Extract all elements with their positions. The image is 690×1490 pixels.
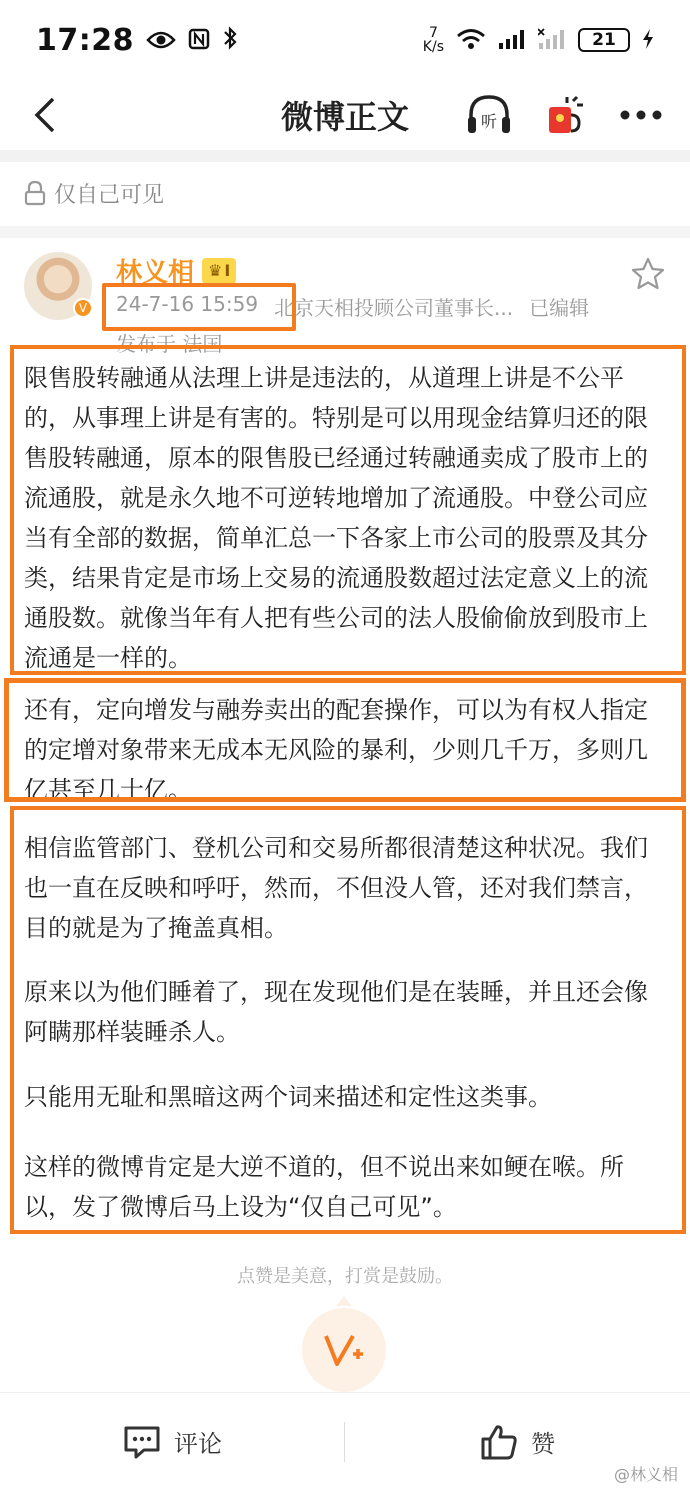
reward-note: 点赞是美意，打赏是鼓励。	[237, 1266, 453, 1287]
post-paragraph: 限售股转融通从法理上讲是违法的，从道理上讲是不公平的，从事理上讲是有害的。特别是可以用现金结算归还的限售股转融通，原本的限售股已经通过转融通卖成了股市上的流通股，就是永久地不可逆转地增加了流通股。中登公司应当有全部的数据，简单汇总一下各家上市公司的股票及其分类，结果肯定是市场上交易的流通股数超过法定意义上的流通股数。就像当年有人把有些公司的法人股偷偷放到股市上流通是一样的。	[24, 364, 648, 672]
post-source: 北京天相投顾公司董事长...	[274, 296, 514, 320]
comment-label: 评论	[174, 1430, 222, 1458]
nav-bar	[0, 80, 690, 150]
bottom-action-bar	[0, 1392, 690, 1490]
battery-indicator: 21	[578, 28, 630, 52]
post-date: 24-7-16 15:59	[116, 292, 259, 316]
edited-label[interactable]: 已编辑	[529, 296, 590, 320]
visibility-indicator	[24, 172, 164, 214]
post-paragraph: 还有，定向增发与融券卖出的配套操作，可以为有权人指定的定增对象带来无成本无风险的暴利，少则几千万，多则几亿甚至几十亿。	[24, 696, 648, 804]
status-time: 17:28	[36, 22, 134, 58]
wifi-icon	[456, 24, 486, 57]
bluetooth-icon	[222, 24, 238, 57]
star-icon	[630, 256, 666, 292]
favorite-button[interactable]	[630, 256, 666, 292]
signal-icon	[498, 24, 526, 57]
more-dots-icon	[619, 109, 663, 121]
post-paragraph: 原来以为他们睡着了，现在发现他们是在装睡，并且还会像阿瞒那样装睡杀人。	[24, 978, 648, 1046]
crown-icon: ♛	[208, 261, 223, 280]
reward-button[interactable]	[302, 1308, 386, 1392]
reward-v-plus-icon	[323, 1332, 365, 1368]
comment-icon	[122, 1424, 162, 1460]
like-button[interactable]	[345, 1423, 689, 1461]
highlight-paragraph-box	[10, 806, 686, 1234]
post-paragraph: 只能用无耻和黑暗这两个词来描述和定性这类事。	[24, 1083, 552, 1111]
charging-icon	[642, 24, 654, 57]
reward-pointer	[336, 1296, 352, 1306]
post-paragraph: 这样的微博肯定是大逆不道的，但不说出来如鲠在喉。所以，发了微博后马上设为“仅自己可见”。	[24, 1153, 624, 1221]
signal-icon-secondary	[538, 24, 566, 57]
post-paragraph: 相信监管部门、登机公司和交易所都很清楚这种状况。我们也一直在反映和呼吁，然而，不但没人管，还对我们禁言，目的就是为了掩盖真相。	[24, 834, 648, 942]
section-divider	[0, 226, 690, 238]
listen-button[interactable]	[464, 90, 514, 140]
author-name[interactable]: 林义相	[116, 258, 195, 288]
thumbs-up-icon	[479, 1423, 519, 1461]
chevron-left-icon	[33, 97, 57, 133]
net-speed-unit: K/s	[422, 39, 444, 55]
verified-badge-icon: V	[73, 298, 93, 318]
comment-button[interactable]	[0, 1424, 344, 1460]
section-divider	[0, 150, 690, 162]
red-packet-button[interactable]	[540, 90, 590, 140]
eye-icon	[146, 24, 176, 57]
more-button[interactable]	[616, 90, 666, 140]
vip-badge[interactable]	[202, 258, 236, 284]
red-packet-icon	[543, 93, 587, 137]
lock-icon	[24, 180, 46, 206]
watermark: @林义相	[613, 1465, 678, 1484]
vip-level: I	[224, 261, 231, 280]
highlight-date-box	[102, 283, 296, 331]
page-title: 微博正文	[280, 98, 409, 136]
like-label: 赞	[531, 1430, 555, 1458]
visibility-label: 仅自己可见	[54, 182, 165, 208]
net-speed-value: 7	[428, 25, 438, 41]
highlight-paragraph-box	[4, 678, 686, 802]
headphones-icon	[465, 93, 513, 137]
back-button[interactable]	[20, 90, 70, 140]
status-bar	[0, 0, 690, 80]
post-location: 发布于 法国	[116, 332, 223, 356]
net-speed	[423, 26, 444, 54]
highlight-paragraph-box	[10, 345, 686, 675]
nfc-icon	[188, 24, 210, 57]
listen-label: 听	[480, 112, 498, 131]
